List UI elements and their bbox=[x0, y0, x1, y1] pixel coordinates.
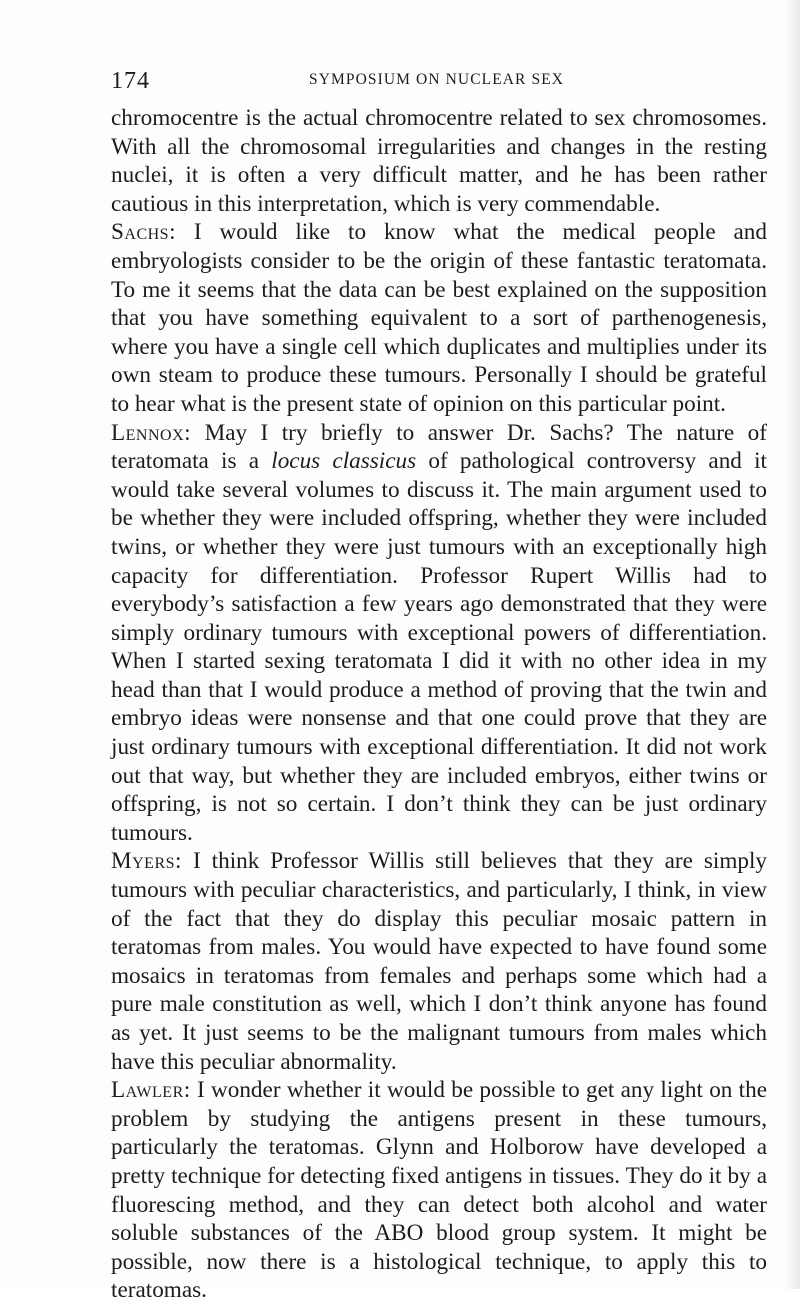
speaker-name: Myers: bbox=[111, 848, 182, 875]
page-number: 174 bbox=[111, 68, 150, 94]
speaker-name: Sachs: bbox=[111, 219, 177, 246]
paragraph-text: I wonder whether it would be possible to get any light on the problem by studying the antigens present in these tumours, particularly the teratomas. Glynn and Holborow have developed a pretty technique for detecting fixed antigens in tissues. They do it by a fluorescing method, and they can detect both alcohol and water soluble substances of the ABO blood group system. It might be possible, now there is a histological technique, to apply this to teratomas. bbox=[111, 1077, 767, 1304]
italic-phrase: locus classicus bbox=[271, 448, 417, 475]
paragraph-text: chromocentre is the actual chromocentre related to sex chromosomes. With all the chromosomal irregularities and changes in the resting nuclei, it is often a very difficult matter, and he has been rather cautious in this interpretation, which is very commendable. bbox=[111, 105, 767, 217]
page-edge-shadow bbox=[786, 0, 800, 1289]
running-head bbox=[111, 66, 701, 100]
paragraph-continuation bbox=[111, 104, 767, 218]
running-title: SYMPOSIUM ON NUCLEAR SEX bbox=[309, 71, 565, 88]
speaker-name: Lawler: bbox=[111, 1077, 191, 1104]
paragraph-text: I would like to know what the medical people and embryologists consider to be the origin of these fantastic teratomata. To me it seems that the data can be best explained on the supposition that you have something equivalent to a sort of parthenogenesis, where you have a single cell which duplicates and multiplies under its own steam to produce these tumours. Personally I should be grateful to hear what is the present state of opinion on this particular point. bbox=[111, 219, 767, 417]
paragraph-text: May I try briefly to answer Dr. Sachs? The nature of teratomata is a bbox=[111, 419, 767, 475]
paragraph-lawler bbox=[111, 1076, 767, 1305]
speaker-name: Lennox: bbox=[111, 419, 192, 446]
paragraph-text: I think Professor Willis still believes that they are simply tumours with peculiar characteristics, and particularly, I think, in view of the fact that they do display this peculiar mosaic pattern in teratomas from males. You would have expected to have found some mosaics in teratomas from females and perhaps some which had a pure male constitution as well, which I don’t think anyone has found as yet. It just seems to be the malignant tumours from males which have this peculiar abnormality. bbox=[111, 848, 767, 1075]
paragraph-sachs bbox=[111, 218, 767, 418]
body-text bbox=[111, 104, 767, 1305]
paragraph-lennox bbox=[111, 419, 767, 848]
paragraph-myers bbox=[111, 847, 767, 1076]
paragraph-text: of pathological controversy and it would take several volumes to discuss it. The main argument used to be whether they were included offspring, whether they were included twins, or whether they were just tumours with an exceptionally high capacity for differentiation. Professor Rupert Willis had to everybody’s satisfaction a few years ago demonstrated that they were simply ordinary tumours with exceptional powers of differentiation. When I started sexing teratomata I did it with no other idea in my head than that I would produce a method of proving that the twin and embryo ideas were nonsense and that one could prove that they are just ordinary tumours with exceptional differentiation. It did not work out that way, but whether they are included embryos, either twins or offspring, is not so certain. I don’t think they can be just ordinary tumours. bbox=[111, 448, 767, 846]
